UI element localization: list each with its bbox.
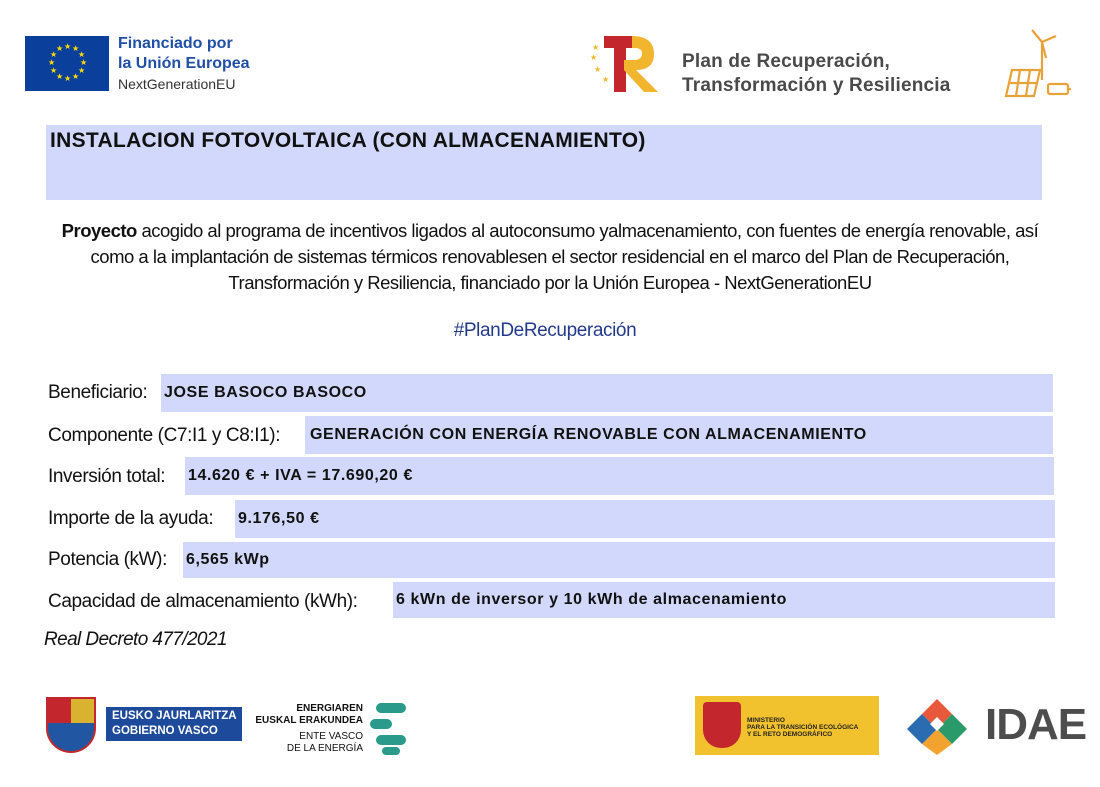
solar-wind-energy-icon xyxy=(1000,26,1072,98)
gobierno-vasco-logo xyxy=(44,697,244,755)
field-label-componente: Componente (C7:I1 y C8:I1): xyxy=(48,425,281,446)
idae-logo-icon xyxy=(892,697,982,757)
field-label-beneficiario: Beneficiario: xyxy=(48,382,148,403)
svg-text:★: ★ xyxy=(602,75,610,84)
eve-line-1: ENERGIAREN xyxy=(296,703,363,714)
svg-text:★: ★ xyxy=(64,42,72,51)
eu-line-3: NextGenerationEU xyxy=(118,76,236,92)
eve-line-4: DE LA ENERGÍA xyxy=(286,743,363,754)
hashtag: #PlanDeRecuperación xyxy=(453,320,637,341)
mitreco-line-3: Y EL RETO DEMOGRÁFICO xyxy=(747,731,833,738)
ministerio-logo xyxy=(695,696,879,755)
mitreco-line-1: MINISTERIO xyxy=(747,717,785,724)
field-value-beneficiario: JOSE BASOCO BASOCO xyxy=(161,374,1053,412)
eve-logo-icon xyxy=(368,703,408,755)
svg-text:★: ★ xyxy=(50,66,58,75)
field-label-importe: Importe de la ayuda: xyxy=(48,508,214,529)
svg-text:★: ★ xyxy=(64,74,72,83)
field-label-potencia: Potencia (kW): xyxy=(48,549,167,570)
spain-coat-of-arms-icon xyxy=(703,702,741,748)
title-box xyxy=(46,125,1042,200)
prtr-logo-icon xyxy=(588,30,664,96)
eve-label xyxy=(255,703,363,755)
project-lead: Proyecto xyxy=(61,220,137,241)
svg-text:★: ★ xyxy=(56,44,64,53)
eve-line-2: EUSKAL ERAKUNDEA xyxy=(255,715,363,726)
eve-line-3: ENTE VASCO xyxy=(299,731,363,742)
prtr-title xyxy=(682,50,951,98)
idae-wordmark: IDAE xyxy=(985,700,1087,749)
decree-reference: Real Decreto 477/2021 xyxy=(44,629,227,650)
svg-text:★: ★ xyxy=(50,50,58,59)
page-title: INSTALACION FOTOVOLTAICA (CON ALMACENAMIENTO) xyxy=(50,129,646,152)
svg-text:★: ★ xyxy=(78,50,86,59)
svg-text:★: ★ xyxy=(78,66,86,75)
eu-line-1: Financiado por xyxy=(118,35,233,52)
gv-line-1: EUSKO JAURLARITZA xyxy=(112,710,237,722)
field-label-capacidad: Capacidad de almacenamiento (kWh): xyxy=(48,591,358,612)
ministerio-label xyxy=(747,717,858,738)
svg-text:★: ★ xyxy=(590,53,598,62)
field-value-componente: GENERACIÓN CON ENERGÍA RENOVABLE CON ALMACENAMIENTO xyxy=(305,416,1053,454)
svg-text:★: ★ xyxy=(56,72,64,81)
field-value-inversion: 14.620 € + IVA = 17.690,20 € xyxy=(185,457,1054,495)
prtr-line-1: Plan de Recuperación, xyxy=(682,51,890,72)
prtr-line-2: Transformación y Resiliencia xyxy=(682,75,951,96)
field-value-potencia: 6,565 kWp xyxy=(183,542,1055,578)
svg-text:★: ★ xyxy=(80,58,88,67)
svg-text:★: ★ xyxy=(592,43,600,52)
field-value-capacidad: 6 kWn de inversor y 10 kWh de almacenamiento xyxy=(393,582,1055,618)
eu-funding-text xyxy=(118,34,250,94)
basque-shield-icon xyxy=(46,697,96,753)
gv-line-2: GOBIERNO VASCO xyxy=(112,725,218,737)
project-description xyxy=(50,218,1050,296)
mitreco-line-2: PARA LA TRANSICIÓN ECOLÓGICA xyxy=(747,724,859,731)
eu-line-2: la Unión Europea xyxy=(118,55,250,72)
project-text: acogido al programa de incentivos ligados al autoconsumo yalmacenamiento, con fuentes de energía renovable, así como a la implantación de sistemas térmicos renovablesen el sector residencial en el marco del Plan de Recuperación, Transformación y Resiliencia, financiado por la Unión Europea - NextGenerationEU xyxy=(90,220,1039,293)
svg-text:★: ★ xyxy=(594,65,602,74)
svg-text:★: ★ xyxy=(48,58,56,67)
eu-flag-icon xyxy=(25,36,109,91)
gobierno-vasco-label xyxy=(106,707,242,741)
field-value-importe: 9.176,50 € xyxy=(235,500,1055,538)
svg-text:★: ★ xyxy=(72,44,80,53)
field-label-inversion: Inversión total: xyxy=(48,466,166,487)
svg-text:★: ★ xyxy=(72,72,80,81)
